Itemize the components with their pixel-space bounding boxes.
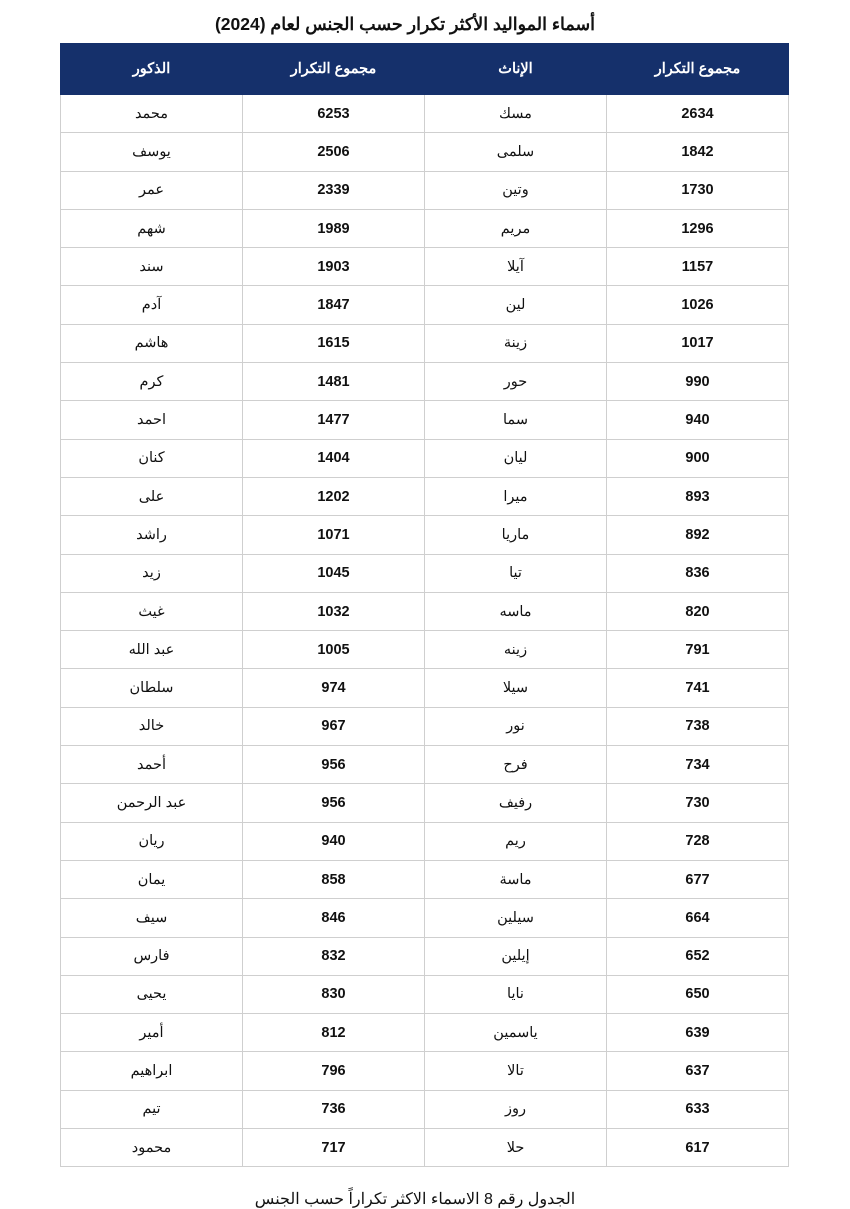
table-row	[61, 439, 789, 477]
table-row	[61, 1129, 789, 1167]
cell-male-count: 2506	[243, 133, 425, 171]
cell-male-name: محمد	[61, 95, 243, 133]
cell-male-name: على	[61, 477, 243, 515]
cell-female-name: نور	[425, 707, 607, 745]
cell-female-count: 741	[607, 669, 789, 707]
cell-female-name: زينه	[425, 631, 607, 669]
cell-female-count: 893	[607, 477, 789, 515]
cell-female-count: 1296	[607, 209, 789, 247]
page-title: أسماء المواليد الأكثر تكرار حسب الجنس لعام (2024)	[214, 14, 596, 34]
cell-male-count: 846	[243, 899, 425, 937]
cell-female-name: إيلين	[425, 937, 607, 975]
cell-male-count: 1045	[243, 554, 425, 592]
cell-male-name: ابراهيم	[61, 1052, 243, 1090]
cell-female-name: روز	[425, 1090, 607, 1128]
table-row	[61, 171, 789, 209]
cell-male-name: زيد	[61, 554, 243, 592]
cell-male-count: 1481	[243, 363, 425, 401]
cell-female-name: سيلا	[425, 669, 607, 707]
cell-male-count: 812	[243, 1014, 425, 1052]
cell-male-count: 940	[243, 822, 425, 860]
table-header-row	[61, 44, 789, 95]
cell-male-name: سيف	[61, 899, 243, 937]
cell-female-name: وتين	[425, 171, 607, 209]
table-row	[61, 554, 789, 592]
cell-female-name: ريم	[425, 822, 607, 860]
cell-male-count: 830	[243, 975, 425, 1013]
cell-male-name: عبد الله	[61, 631, 243, 669]
cell-male-count: 858	[243, 860, 425, 898]
cell-female-name: فرح	[425, 746, 607, 784]
cell-male-count: 6253	[243, 95, 425, 133]
cell-female-count: 791	[607, 631, 789, 669]
cell-male-name: راشد	[61, 516, 243, 554]
cell-female-name: ليان	[425, 439, 607, 477]
cell-female-count: 2634	[607, 95, 789, 133]
cell-female-name: سيلين	[425, 899, 607, 937]
cell-female-count: 836	[607, 554, 789, 592]
births-names-table	[60, 43, 789, 1167]
table-row	[61, 899, 789, 937]
document-page	[0, 14, 850, 1209]
cell-male-name: تيم	[61, 1090, 243, 1128]
cell-female-count: 639	[607, 1014, 789, 1052]
table-row	[61, 631, 789, 669]
cell-female-count: 728	[607, 822, 789, 860]
cell-male-count: 956	[243, 746, 425, 784]
table-row	[61, 248, 789, 286]
cell-male-name: كنان	[61, 439, 243, 477]
table-row	[61, 975, 789, 1013]
cell-male-count: 1005	[243, 631, 425, 669]
cell-male-count: 974	[243, 669, 425, 707]
column-header-male-count: مجموع التكرار	[243, 44, 425, 95]
table-row	[61, 209, 789, 247]
cell-female-name: سما	[425, 401, 607, 439]
cell-female-count: 734	[607, 746, 789, 784]
column-header-male-name: الذكور	[61, 44, 243, 95]
cell-female-count: 730	[607, 784, 789, 822]
cell-male-name: آدم	[61, 286, 243, 324]
table-header	[61, 44, 789, 95]
cell-male-name: يمان	[61, 860, 243, 898]
cell-male-name: هاشم	[61, 324, 243, 362]
cell-male-count: 736	[243, 1090, 425, 1128]
cell-male-count: 1615	[243, 324, 425, 362]
table-row	[61, 592, 789, 630]
cell-female-name: تيا	[425, 554, 607, 592]
table-row	[61, 1014, 789, 1052]
cell-male-count: 1071	[243, 516, 425, 554]
cell-female-count: 1026	[607, 286, 789, 324]
cell-female-name: آيلا	[425, 248, 607, 286]
table-row	[61, 363, 789, 401]
cell-female-name: زينة	[425, 324, 607, 362]
cell-male-name: أحمد	[61, 746, 243, 784]
cell-male-name: شهم	[61, 209, 243, 247]
cell-male-count: 967	[243, 707, 425, 745]
cell-male-count: 717	[243, 1129, 425, 1167]
table-container	[61, 43, 789, 1167]
cell-female-count: 664	[607, 899, 789, 937]
cell-male-name: يحيى	[61, 975, 243, 1013]
cell-male-count: 956	[243, 784, 425, 822]
cell-female-count: 1157	[607, 248, 789, 286]
cell-male-count: 1847	[243, 286, 425, 324]
cell-female-count: 990	[607, 363, 789, 401]
table-row	[61, 477, 789, 515]
cell-female-count: 617	[607, 1129, 789, 1167]
cell-male-name: محمود	[61, 1129, 243, 1167]
cell-male-name: غيث	[61, 592, 243, 630]
column-header-female-count: مجموع التكرار	[607, 44, 789, 95]
cell-female-count: 1017	[607, 324, 789, 362]
cell-female-name: ياسمين	[425, 1014, 607, 1052]
cell-male-count: 1032	[243, 592, 425, 630]
cell-male-count: 1989	[243, 209, 425, 247]
cell-male-count: 796	[243, 1052, 425, 1090]
cell-male-name: فارس	[61, 937, 243, 975]
cell-female-count: 637	[607, 1052, 789, 1090]
cell-male-name: ريان	[61, 822, 243, 860]
cell-female-name: نايا	[425, 975, 607, 1013]
column-header-female-name: الإناث	[425, 44, 607, 95]
cell-female-count: 820	[607, 592, 789, 630]
table-row	[61, 516, 789, 554]
table-row	[61, 784, 789, 822]
cell-male-count: 1903	[243, 248, 425, 286]
table-row	[61, 822, 789, 860]
table-row	[61, 707, 789, 745]
cell-male-count: 832	[243, 937, 425, 975]
table-row	[61, 324, 789, 362]
cell-female-name: حور	[425, 363, 607, 401]
cell-female-name: ميرا	[425, 477, 607, 515]
table-caption: الجدول رقم 8 الاسماء الاكثر تكراراً حسب الجنس	[254, 1191, 576, 1209]
cell-male-name: عبد الرحمن	[61, 784, 243, 822]
cell-female-name: رفيف	[425, 784, 607, 822]
table-row	[61, 937, 789, 975]
cell-male-count: 1477	[243, 401, 425, 439]
cell-male-count: 2339	[243, 171, 425, 209]
cell-female-count: 1730	[607, 171, 789, 209]
cell-female-name: لين	[425, 286, 607, 324]
table-row	[61, 1052, 789, 1090]
table-row	[61, 286, 789, 324]
table-row	[61, 133, 789, 171]
cell-female-count: 892	[607, 516, 789, 554]
cell-female-name: ماسه	[425, 592, 607, 630]
cell-male-name: سلطان	[61, 669, 243, 707]
cell-male-name: يوسف	[61, 133, 243, 171]
cell-male-name: خالد	[61, 707, 243, 745]
table-row	[61, 95, 789, 133]
cell-male-name: عمر	[61, 171, 243, 209]
cell-male-count: 1202	[243, 477, 425, 515]
cell-female-count: 633	[607, 1090, 789, 1128]
cell-female-count: 940	[607, 401, 789, 439]
cell-male-count: 1404	[243, 439, 425, 477]
cell-male-name: سند	[61, 248, 243, 286]
table-row	[61, 860, 789, 898]
cell-female-name: تالا	[425, 1052, 607, 1090]
cell-female-name: ماريا	[425, 516, 607, 554]
cell-male-name: احمد	[61, 401, 243, 439]
cell-female-name: سلمى	[425, 133, 607, 171]
cell-female-name: حلا	[425, 1129, 607, 1167]
cell-female-count: 652	[607, 937, 789, 975]
cell-female-count: 677	[607, 860, 789, 898]
cell-male-name: كرم	[61, 363, 243, 401]
cell-female-name: مريم	[425, 209, 607, 247]
cell-female-count: 738	[607, 707, 789, 745]
table-row	[61, 1090, 789, 1128]
cell-female-name: مسك	[425, 95, 607, 133]
cell-female-name: ماسة	[425, 860, 607, 898]
cell-female-count: 1842	[607, 133, 789, 171]
table-row	[61, 746, 789, 784]
table-row	[61, 401, 789, 439]
table-body	[61, 95, 789, 1167]
cell-female-count: 900	[607, 439, 789, 477]
cell-female-count: 650	[607, 975, 789, 1013]
cell-male-name: أمير	[61, 1014, 243, 1052]
table-row	[61, 669, 789, 707]
